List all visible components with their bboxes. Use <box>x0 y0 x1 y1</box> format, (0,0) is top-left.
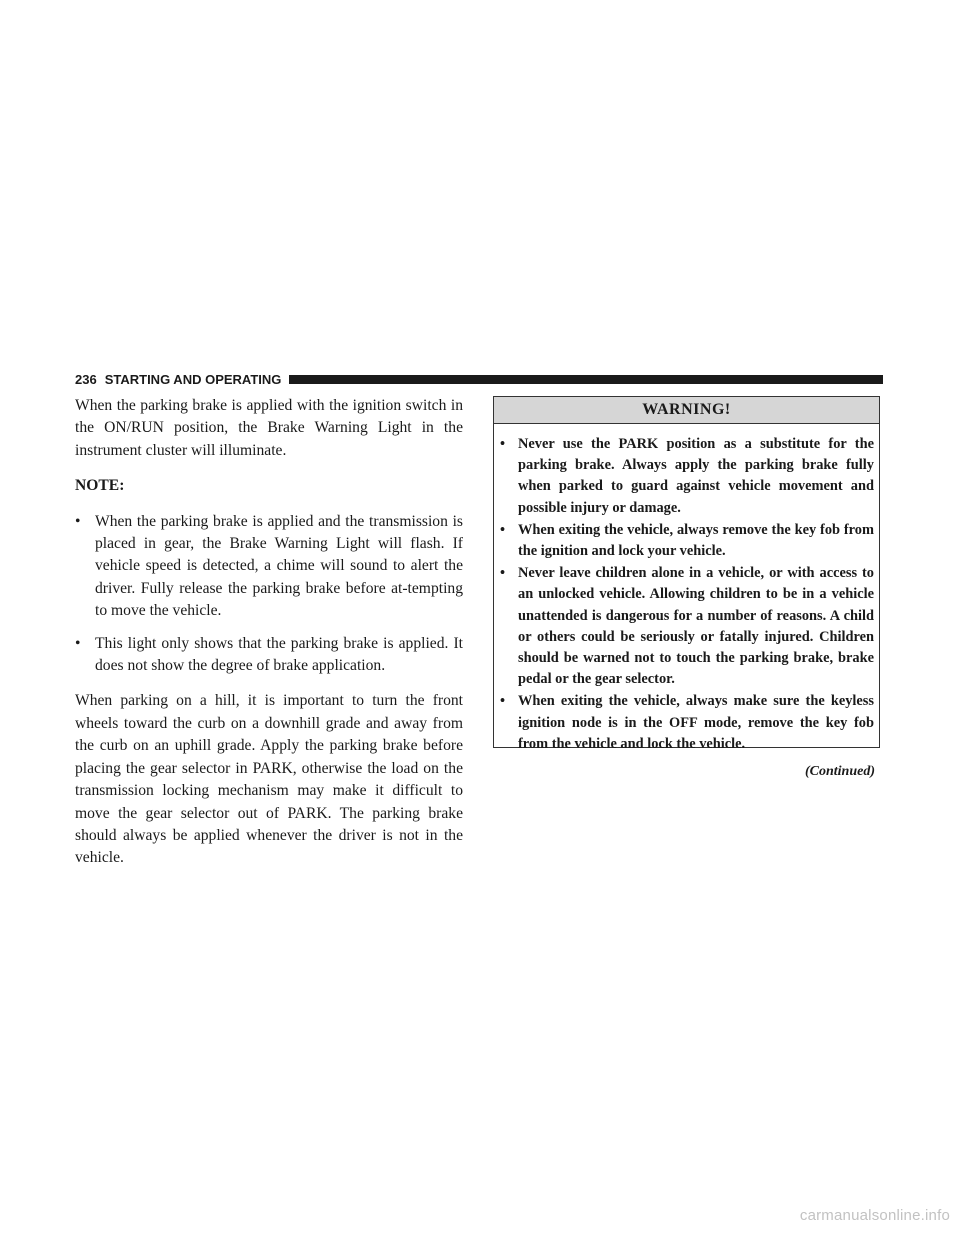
continued-label: (Continued) <box>804 764 875 779</box>
warning-item-text: Never use the PARK position as a substitute for the parking brake. Always apply the parking brake fully when parked to guard against vehicle movement and possible injury or damage. <box>518 436 874 516</box>
warning-box <box>493 396 880 752</box>
header-rule <box>289 375 883 384</box>
warning-item-text: When exiting the vehicle, always make sure the keyless ignition node is in the OFF mode, remove the key fob from the vehicle and lock the vehicle. <box>518 693 874 752</box>
warning-item <box>500 520 874 562</box>
warning-title: WARNING! <box>494 397 879 424</box>
bullet-icon: • <box>500 436 506 452</box>
bullet-icon: • <box>500 693 506 710</box>
warning-item <box>500 691 874 755</box>
note-bullet-item <box>75 633 463 678</box>
bullet-icon: • <box>500 565 506 582</box>
warning-list <box>494 424 879 755</box>
note-bullet-item <box>75 511 463 623</box>
left-column <box>75 395 463 883</box>
note-bullet-text: This light only shows that the parking brake is applied. It does not show the degree of brake application. <box>95 634 463 675</box>
warning-item-text: Never leave children alone in a vehicle, or with access to an unlocked vehicle. Allowing children to be in a vehicle unattended is dangerous for a number of reasons. A child or others could be seriously or fatally injured. Children should be warned not to touch the parking brake, brake pedal or the gear selector. <box>518 565 874 688</box>
note-label: NOTE: <box>75 477 125 495</box>
warning-item <box>500 563 874 690</box>
warning-item-text: When exiting the vehicle, always remove the key fob from the ignition and lock your vehicle. <box>518 521 874 560</box>
bullet-icon: • <box>75 634 81 652</box>
note-bullet-text: When the parking brake is applied and the transmission is placed in gear, the Brake Warning Light will flash. If vehicle speed is detected, a chime will sound to alert the driver. Fully release the parking brake before at-tempting to move the vehicle. <box>95 512 463 620</box>
bullet-icon: • <box>500 521 506 538</box>
page-header <box>75 369 883 389</box>
section-title: STARTING AND OPERATING <box>104 371 282 387</box>
bullet-icon: • <box>75 512 81 530</box>
hill-parking-paragraph: When parking on a hill, it is important to turn the front wheels toward the curb on a downhill grade and away from the curb on an uphill grade. Apply the parking brake before placing the gear selector in PARK, otherwise the load on the transmission locking mechanism may make it difficult to move the gear selector out of PARK. The parking brake should always be applied whenever the driver is not in the vehicle. <box>75 692 463 867</box>
watermark: carmanualsonline.info <box>799 1207 950 1224</box>
page-number: 236 <box>75 371 97 387</box>
intro-paragraph: When the parking brake is applied with the ignition switch in the ON/RUN position, the Brake Warning Light in the instrument cluster will illuminate. <box>75 397 463 459</box>
note-bullet-list <box>75 511 463 678</box>
warning-item <box>500 434 874 519</box>
